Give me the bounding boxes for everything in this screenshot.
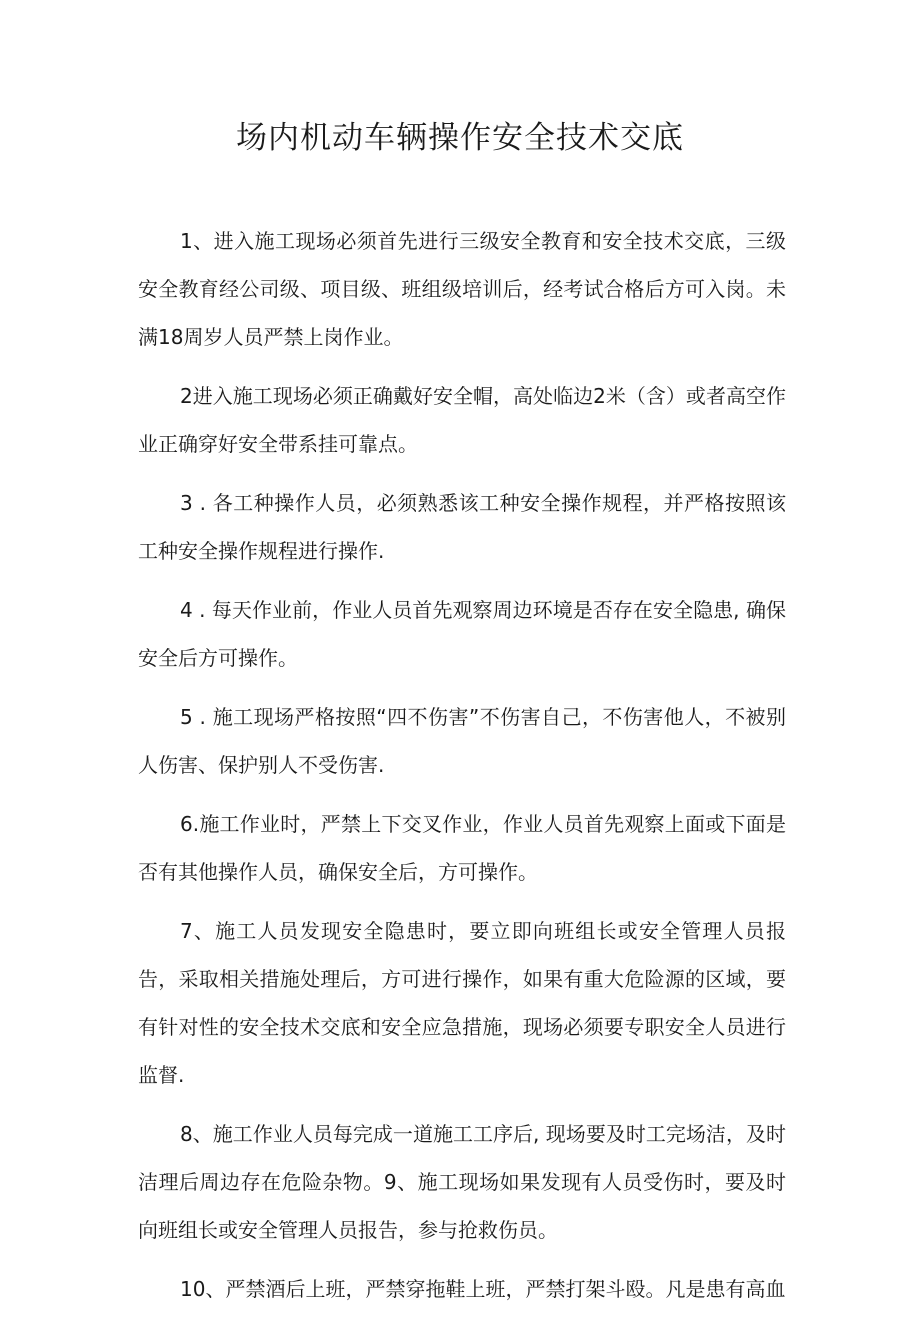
paragraph-4: 4 . 每天作业前，作业人员首先观察周边环境是否存在安全隐患, 确保安全后方可操作。 [138,598,786,670]
document-body [138,217,786,1324]
paragraph-3: 3 . 各工种操作人员，必须熟悉该工种安全操作规程，并严格按照该工种安全操作规程进行操作. [138,491,786,563]
paragraph-5: 5 . 施工现场严格按照“四不伤害”不伤害自己，不伤害他人，不被别人伤害、保护别人不受伤害. [138,705,786,777]
paragraph-2: 2进入施工现场必须正确戴好安全帽，高处临边2米（含）或者高空作业正确穿好安全带系挂可靠点。 [138,384,786,456]
document-title: 场内机动车辆操作安全技术交底 [236,120,684,156]
paragraph-9: 10、严禁酒后上班，严禁穿拖鞋上班，严禁打架斗殴。凡是患有高血 [180,1277,786,1301]
paragraph-8: 8、施工作业人员每完成一道施工工序后, 现场要及时工完场洁，及时洁理后周边存在危险杂物。9、施工现场如果发现有人员受伤时，要及时向班组长或安全管理人员报告，参与抢救伤员。 [138,1122,786,1242]
paragraph-6: 6.施工作业时，严禁上下交叉作业，作业人员首先观察上面或下面是否有其他操作人员，确保安全后，方可操作。 [138,812,786,884]
paragraph-1: 1、进入施工现场必须首先进行三级安全教育和安全技术交底，三级安全教育经公司级、项目级、班组级培训后，经考试合格后方可入岗。未满18周岁人员严禁上岗作业。 [138,229,786,349]
paragraph-7: 7、施工人员发现安全隐患时，要立即向班组长或安全管理人员报告，采取相关措施处理后，方可进行操作，如果有重大危险源的区域，要有针对性的安全技术交底和安全应急措施，现场必须要专职安全人员进行监督. [138,919,786,1087]
